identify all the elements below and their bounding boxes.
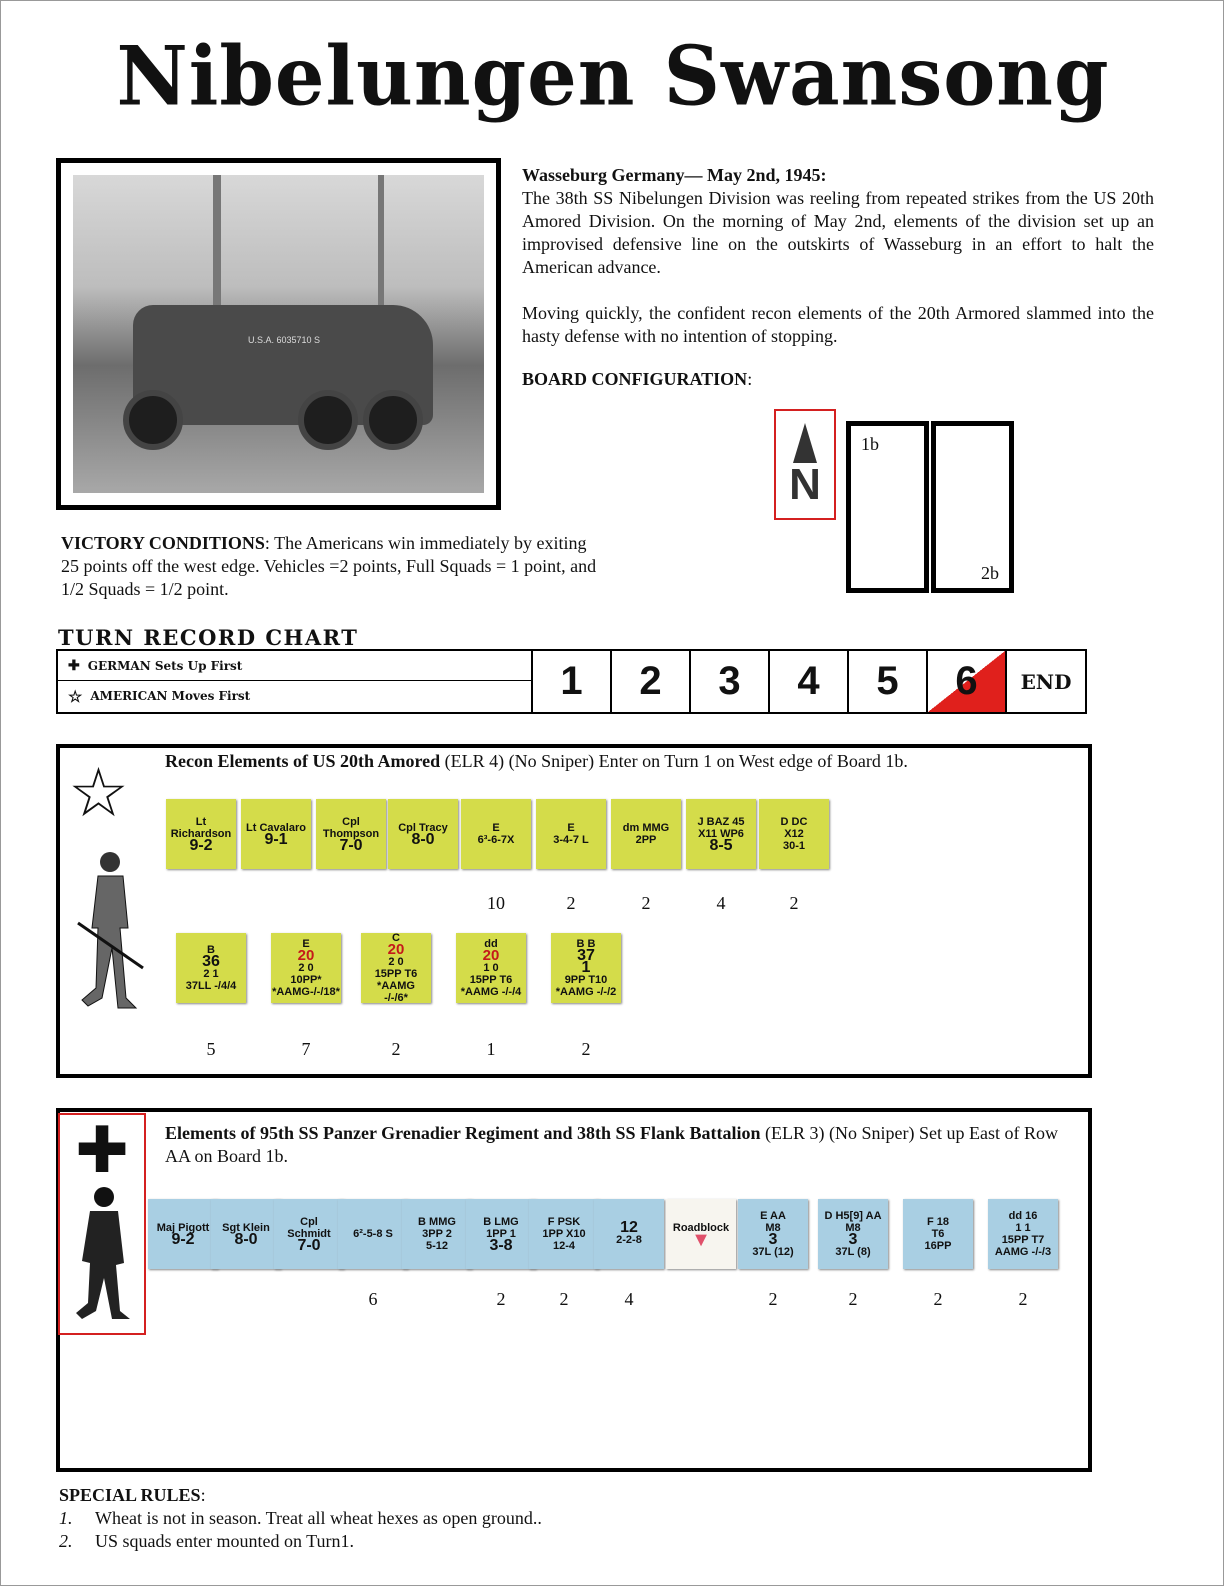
counter-text: Maj Pigott [156,1222,210,1234]
iron-cross-icon: ✚ [68,657,80,674]
counter-text: 9-2 [171,1231,195,1248]
counter-text: 37 [577,947,595,964]
german-emblem-frame [58,1113,146,1335]
counter-text: dd [484,938,498,950]
counter-text: M8 [765,1222,781,1234]
counter-text: T6 [931,1228,945,1240]
counter-text: 8-0 [411,831,435,848]
counter-text: D DC [780,816,808,828]
counter-text: Roadblock [672,1222,730,1234]
counter-text: 1 [581,959,591,976]
counter-text: 9PP T10 *AAMG -/-/2 [555,974,617,998]
counter [666,1199,736,1269]
scenario-intro [522,164,1154,371]
star-icon: ☆ [68,686,83,706]
counter-text: 1PP 1 [486,1228,516,1240]
intro-para-1: The 38th SS Nibelungen Division was reeling from repeated strikes from the US 20th Amored Division. On the morning of May 2nd, elements of the division set up an improvised defensive line on the outskirts of Wasseburg in an effort to halt the American advance. [522,188,1154,277]
counter-text: X11 WP6 [698,828,744,840]
counter [818,1199,888,1269]
counter [686,799,756,869]
counter-text: Lt Richardson [170,816,232,840]
counter [316,799,386,869]
counter-text: 20 [387,941,405,958]
counter-text: 7-0 [297,1237,321,1254]
counter-text: 8-5 [709,837,733,854]
counter-text: 3-4-7 L [553,834,589,846]
counter-text: 2-2-8 [616,1234,642,1246]
counter-text: 12-4 [552,1240,576,1252]
counter [388,799,458,869]
counter-text: 37LL -/4/4 [185,980,237,992]
counter-text: 3-8 [489,1237,513,1254]
turn-3: 3 [691,651,770,712]
german-forces-header: Elements of 95th SS Panzer Grenadier Regiment and 38th SS Flank Battalion (ELR 3) (No Sniper) Set up East of Row AA on Board 1b. [165,1123,1059,1166]
wheel [123,390,183,450]
counter-text: dd 16 [1008,1210,1038,1222]
counter-text: 1PP X10 [542,1228,586,1240]
counter [241,799,311,869]
counter [166,799,236,869]
turn-2: 2 [612,651,691,712]
counter-text: B [207,944,215,956]
counter [176,933,246,1003]
american-side-row: ☆ AMERICAN Moves First [68,686,251,706]
counter-quantity: 7 [301,1039,311,1059]
us-star-icon: ☆ [68,755,129,831]
counter-text: 1 0 [483,962,499,974]
counter [361,933,431,1003]
counter-quantity: 2 [1018,1289,1028,1309]
board-2b: 2b [931,421,1014,593]
counter-text: 7-0 [339,837,363,854]
counter [148,1199,218,1269]
arrow-down-icon: ▼ [691,1229,711,1251]
counter-text: F 18 [926,1216,949,1228]
counter-text: E [302,938,310,950]
american-forces-header: Recon Elements of US 20th Amored (ELR 4) (No Sniper) Enter on Turn 1 on West edge of Board 1b. [165,751,908,771]
counter-quantity: 2 [391,1039,401,1059]
counter-text: 36 [202,953,220,970]
counter-text: B MMG [418,1216,456,1228]
counter [594,1199,664,1269]
counter-text: 3PP 2 [422,1228,452,1240]
counter [461,799,531,869]
counter-text: 37L (12) [752,1246,794,1258]
counter-quantity: 4 [624,1289,634,1309]
counter-text: 9-2 [189,837,213,854]
counter-text: 15PP T6 *AAMG -/-/4 [460,974,522,998]
counter-text: 3 [768,1231,778,1248]
counter-quantity: 2 [496,1289,506,1309]
counter-quantity: 2 [559,1289,569,1309]
counter [466,1199,536,1269]
wheel [363,390,423,450]
intro-heading: Wasseburg Germany— May 2nd, 1945: [522,165,827,185]
counter-text: 8-0 [234,1231,258,1248]
counter-text: 20 [482,947,500,964]
counter-text: Cpl Thompson [322,816,380,840]
counter [211,1199,281,1269]
counter-quantity: 2 [933,1289,943,1309]
counter-text: 9-1 [264,831,288,848]
counter-quantity: 2 [768,1289,778,1309]
board-1b: 1b [846,421,929,593]
counter [456,933,526,1003]
counter [738,1199,808,1269]
north-label: N [789,460,821,509]
counter-quantity: 2 [848,1289,858,1309]
counter [551,933,621,1003]
counter-quantity: 4 [716,893,726,913]
counter-text: Cpl Tracy [398,822,448,834]
counter-text: dm MMG [622,822,670,834]
turn-record-title: TURN RECORD CHART [58,625,359,650]
counter-text: AAMG -/-/3 [994,1246,1052,1258]
counter-text: 12 [620,1219,638,1236]
counter-text: 20 [297,947,315,964]
german-soldier-figure-icon [64,1183,144,1323]
counter [903,1199,973,1269]
german-side-row: ✚ GERMAN Sets Up First [58,651,531,681]
counter-text: E AA [760,1210,786,1222]
counter-text: B LMG [483,1216,519,1228]
north-arrow-icon [793,423,817,463]
counter-text: 37L (8) [835,1246,871,1258]
counter-text: X12 [784,828,804,840]
counter-text: E [567,822,575,834]
counter [536,799,606,869]
special-rule-item: 1. Wheat is not in season. Treat all wheat hexes as open ground.. [59,1508,542,1528]
us-soldier-figure-icon [68,848,148,1013]
counter-text: E [492,822,500,834]
counter-quantity: 5 [206,1039,216,1059]
turn-5: 5 [849,651,928,712]
wheel [298,390,358,450]
victory-conditions: VICTORY CONDITIONS: The Americans win immediately by exiting 25 points off the west edge. Vehicles =2 points, Full Squads = 1 point, and 1/2 Squads = 1/2 point. [61,533,597,599]
counter-text: 2PP [635,834,657,846]
counter-text: 1 1 [1015,1222,1031,1234]
counter [529,1199,599,1269]
historical-photo [56,158,501,510]
counter-quantity: 2 [789,893,799,913]
counter-quantity: 10 [487,893,505,913]
turn-6: 6 [928,651,1007,712]
scenario-title: Nibelungen Swansong [116,28,1110,125]
counter [611,799,681,869]
special-rule-item: 2. US squads enter mounted on Turn1. [59,1531,355,1551]
counter-text: 15PP T7 [1001,1234,1045,1246]
special-rules-title: SPECIAL RULES [59,1485,201,1505]
counter-text: 16PP [924,1240,952,1252]
intro-para-2: Moving quickly, the confident recon elements of the 20th Armored slammed into the hasty defense with no intention of stopping. [522,303,1154,346]
counter-text: F PSK [547,1216,581,1228]
counter-text: M8 [845,1222,861,1234]
counter-text: Sgt Klein [222,1222,270,1234]
north-indicator [774,409,836,520]
turn-4: 4 [770,651,849,712]
special-rules: SPECIAL RULES: 1. Wheat is not in season. Treat all wheat hexes as open ground.. 2. US squads enter mounted on Turn1. [59,1485,542,1551]
counter-quantity: 1 [486,1039,496,1059]
counter-text: 15PP T6 *AAMG -/-/6* [374,968,418,1004]
counter-text: Cpl Schmidt [287,1216,331,1240]
counter-text: 6³-6-7X [477,834,515,846]
counter-text: 30-1 [782,840,806,852]
turn-record-chart [56,649,1087,714]
turn-1: 1 [533,651,612,712]
counter-quantity: 6 [368,1289,378,1309]
counter-text: D H5[9] AA [824,1210,882,1222]
counter-quantity: 2 [581,1039,591,1059]
counter [274,1199,344,1269]
counter-text: 10PP* *AAMG-/-/18* [272,974,340,998]
counter [988,1199,1058,1269]
counter-text: 3 [848,1231,858,1248]
board-config-label: BOARD CONFIGURATION: [522,369,753,389]
counter [271,933,341,1003]
counter-text: 5-12 [425,1240,449,1252]
vehicle-marking: U.S.A. 6035710 S [248,335,321,345]
counter [402,1199,472,1269]
counter [759,799,829,869]
counter-text: Lt Cavalaro [246,822,306,834]
balkenkreuz-icon: ✚ [75,1115,129,1186]
counter-text: 6²-5-8 S [353,1228,393,1240]
counter-text: 2 0 [298,962,314,974]
counter-text: B B [576,938,596,950]
counter-text: 2 1 [203,968,219,980]
counter-text: J BAZ 45 [697,816,745,828]
counter-quantity: 2 [641,893,651,913]
counter-text: 2 0 [388,956,404,968]
counter-quantity: 2 [566,893,576,913]
turn-end: END [1020,669,1072,694]
counter [338,1199,408,1269]
counter-text: C [392,932,400,944]
